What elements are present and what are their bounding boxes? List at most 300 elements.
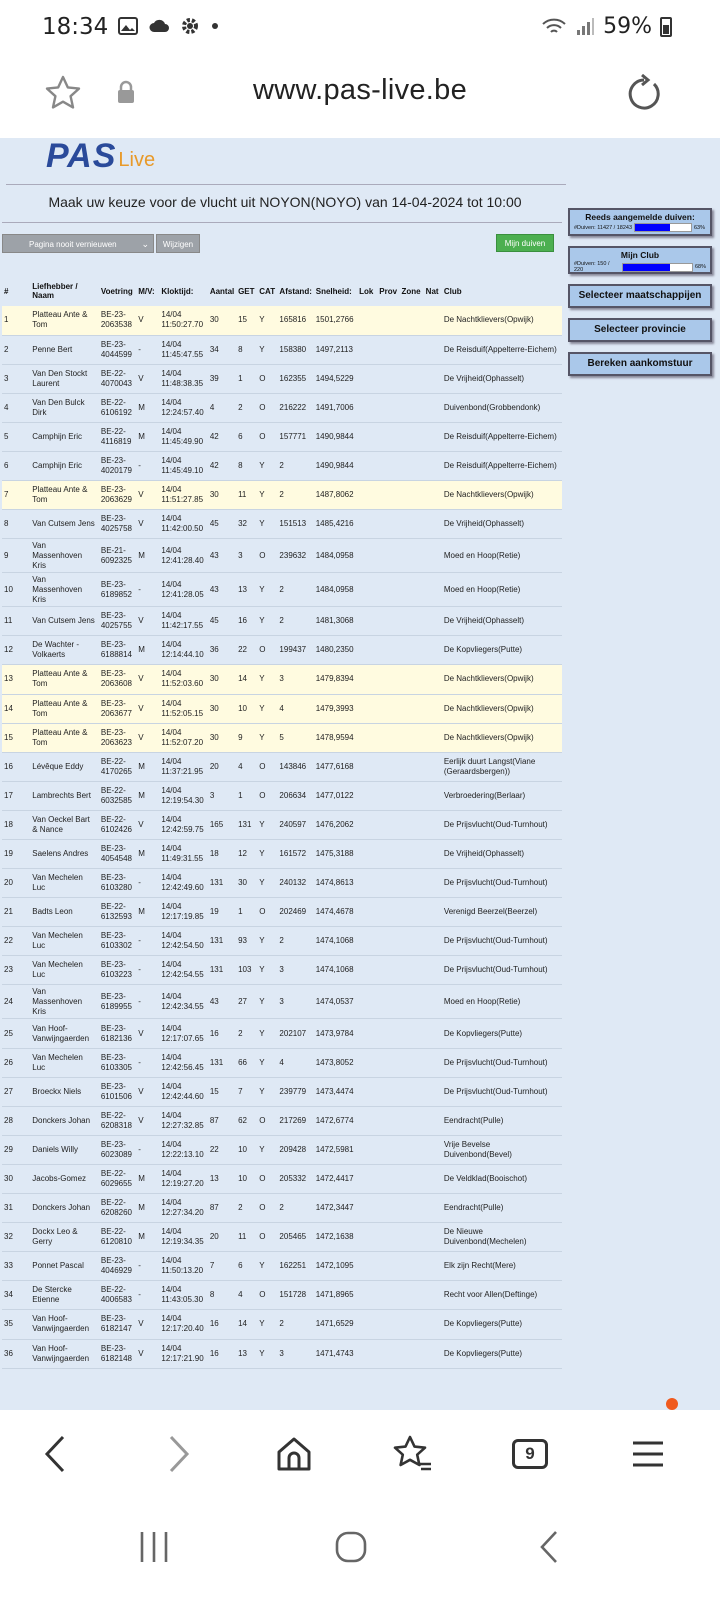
table-row[interactable] [2,956,562,985]
signal-icon [575,17,595,37]
cell-cat: Y [257,956,277,985]
cell-snel: 1472,5981 [314,1135,357,1164]
cell-get: 14 [236,665,257,694]
cell-club: De Reisduif(Appelterre-Eichem) [442,335,562,364]
cell-aantal: 8 [208,1281,236,1310]
table-row[interactable] [2,1194,562,1223]
table-row[interactable] [2,1077,562,1106]
cell-empty [377,1019,399,1048]
cell-naam: Platteau Ante & Tom [30,481,99,510]
cell-mv: M [136,422,159,451]
wijzigen-button[interactable]: Wijzigen [156,234,200,253]
cell-klok: 14/04 11:52:07.20 [159,723,207,752]
cell-snel: 1487,8062 [314,481,357,510]
table-row[interactable] [2,1281,562,1310]
cell-cat: Y [257,451,277,480]
cell-mv: - [136,335,159,364]
cell-get: 93 [236,927,257,956]
cell-mv: M [136,781,159,810]
cell-club: De Nachtklievers(Opwijk) [442,694,562,723]
table-row[interactable] [2,364,562,393]
table-row[interactable] [2,694,562,723]
column-header: Zone [401,286,421,296]
table-row[interactable] [2,1339,562,1368]
cell-ring: BE-23-2063608 [99,665,136,694]
tab-count: 9 [512,1439,548,1469]
table-row[interactable] [2,985,562,1019]
cell-empty [377,840,399,869]
cell-ring: BE-22-6106192 [99,393,136,422]
status-bar [0,0,720,56]
cell-empty [424,539,442,573]
cell-aantal: 45 [208,510,236,539]
cell-mv: - [136,451,159,480]
cell-naam: Camphijn Eric [30,422,99,451]
cell-ring: BE-23-6182147 [99,1310,136,1339]
cell-empty [357,306,377,335]
home-button[interactable] [272,1432,316,1476]
recent-apps-icon[interactable] [138,1530,170,1564]
cell-aantal: 131 [208,1048,236,1077]
table-row[interactable] [2,1252,562,1281]
cell-cat: O [257,1281,277,1310]
tabs-button[interactable] [508,1432,552,1476]
table-row[interactable] [2,335,562,364]
table-row[interactable] [2,451,562,480]
table-row[interactable] [2,1048,562,1077]
cell-aantal: 87 [208,1106,236,1135]
cell-aantal: 131 [208,956,236,985]
cell-ring: BE-23-6188814 [99,636,136,665]
cell-empty [424,1048,442,1077]
cell-get: 6 [236,422,257,451]
selecteer-provincie-button[interactable]: Selecteer provincie [568,318,712,342]
cell-empty [399,607,423,636]
bereken-aankomstuur-button[interactable]: Bereken aankomstuur [568,352,712,376]
home-circle-icon[interactable] [334,1530,368,1564]
cell-mv: V [136,510,159,539]
cell-get: 14 [236,1310,257,1339]
cell-empty [399,723,423,752]
system-back-icon[interactable] [538,1530,560,1564]
cell-n: 28 [2,1106,30,1135]
cell-get: 27 [236,985,257,1019]
cell-empty [357,422,377,451]
cell-aantal: 19 [208,898,236,927]
cell-empty [357,694,377,723]
menu-button[interactable] [626,1432,670,1476]
cell-empty [399,1339,423,1368]
cell-empty [357,510,377,539]
cell-n: 6 [2,451,30,480]
cell-afstand: 239779 [277,1077,313,1106]
mijn-club-box [568,246,712,274]
cell-club: De Prijsvlucht(Oud-Turnhout) [442,810,562,839]
cell-empty [357,1339,377,1368]
cell-n: 9 [2,539,30,573]
table-row[interactable] [2,539,562,573]
table-row[interactable] [2,1019,562,1048]
cell-empty [357,723,377,752]
cell-naam: Saelens Andres [30,840,99,869]
cell-ring: BE-22-6029655 [99,1164,136,1193]
cell-aantal: 20 [208,752,236,781]
cell-klok: 14/04 12:17:21.90 [159,1339,207,1368]
cell-afstand: 143846 [277,752,313,781]
cell-cat: Y [257,1252,277,1281]
aangemelde-count: #Duiven: 11427 / 18243 [574,224,632,231]
cell-cat: Y [257,1310,277,1339]
bookmarks-button[interactable] [390,1432,434,1476]
club-progress [622,263,693,272]
cell-empty [399,665,423,694]
cell-afstand: 161572 [277,840,313,869]
refresh-select[interactable] [2,234,154,253]
cell-empty [399,1310,423,1339]
cell-afstand: 2 [277,927,313,956]
table-row[interactable] [2,1310,562,1339]
cell-empty [377,1194,399,1223]
cell-empty [424,1194,442,1223]
cell-afstand: 2 [277,481,313,510]
column-header: CAT [259,286,276,296]
cell-get: 13 [236,1339,257,1368]
cell-mv: V [136,723,159,752]
cell-snel: 1473,8052 [314,1048,357,1077]
cell-get: 16 [236,607,257,636]
cell-naam: Van Den Stockt Laurent [30,364,99,393]
cell-naam: Van Hoof-Vanwijngaerden [30,1310,99,1339]
cell-get: 1 [236,898,257,927]
battery-percent: 59% [603,14,652,39]
cell-cat: Y [257,607,277,636]
cell-mv: V [136,810,159,839]
cell-mv: M [136,1194,159,1223]
cell-aantal: 16 [208,1019,236,1048]
cell-ring: BE-23-4020179 [99,451,136,480]
reload-icon[interactable] [624,74,664,114]
cell-klok: 14/04 11:42:00.50 [159,510,207,539]
cell-empty [357,393,377,422]
cell-get: 9 [236,723,257,752]
hamburger-menu-icon [631,1439,665,1469]
cell-empty [399,898,423,927]
cell-n: 17 [2,781,30,810]
table-row[interactable] [2,869,562,898]
cell-empty [377,1252,399,1281]
cell-empty [357,1019,377,1048]
notification-badge [666,1398,678,1410]
cell-snel: 1472,1095 [314,1252,357,1281]
cell-empty [399,1135,423,1164]
cell-empty [424,306,442,335]
cell-mv: M [136,393,159,422]
cell-klok: 14/04 12:27:32.85 [159,1106,207,1135]
cell-empty [357,1048,377,1077]
cell-klok: 14/04 12:42:54.55 [159,956,207,985]
cell-aantal: 4 [208,393,236,422]
cell-empty [357,1194,377,1223]
results-table [2,276,562,1369]
cell-empty [424,665,442,694]
table-row[interactable] [2,1164,562,1193]
table-row[interactable] [2,898,562,927]
cell-n: 20 [2,869,30,898]
cell-afstand: 240597 [277,810,313,839]
table-row[interactable] [2,781,562,810]
cell-afstand: 239632 [277,539,313,573]
cell-n: 18 [2,810,30,839]
cell-empty [424,1019,442,1048]
cell-klok: 14/04 11:48:38.35 [159,364,207,393]
cell-n: 2 [2,335,30,364]
cell-ring: BE-23-2063677 [99,694,136,723]
cell-empty [357,1106,377,1135]
column-header: GET [238,286,255,296]
cell-cat: O [257,1223,277,1252]
cell-mv: V [136,306,159,335]
cell-empty [424,481,442,510]
table-row[interactable] [2,723,562,752]
cell-empty [377,335,399,364]
cell-aantal: 16 [208,1339,236,1368]
cell-empty [424,1077,442,1106]
cell-afstand: 5 [277,723,313,752]
cell-club: Duivenbond(Grobbendonk) [442,393,562,422]
cell-mv: M [136,840,159,869]
cell-klok: 14/04 11:49:31.55 [159,840,207,869]
cell-snel: 1490,9844 [314,451,357,480]
table-row[interactable] [2,306,562,335]
cell-empty [377,422,399,451]
cell-empty [357,1164,377,1193]
cell-snel: 1479,3993 [314,694,357,723]
cell-cat: Y [257,927,277,956]
cell-ring: BE-23-6189852 [99,573,136,607]
cell-get: 1 [236,781,257,810]
cell-empty [377,1164,399,1193]
cell-empty [357,451,377,480]
table-row[interactable] [2,393,562,422]
cell-empty [357,665,377,694]
cell-empty [377,573,399,607]
table-row[interactable] [2,422,562,451]
cell-empty [399,1164,423,1193]
column-header: Aantal [209,286,235,296]
cell-naam: Van Mechelen Luc [30,1048,99,1077]
aangemelde-duiven-box [568,208,712,236]
cell-empty [424,1135,442,1164]
cell-aantal: 42 [208,451,236,480]
cell-n: 5 [2,422,30,451]
column-header: Prov [379,286,398,296]
cell-aantal: 30 [208,665,236,694]
cell-afstand: 217269 [277,1106,313,1135]
url-text[interactable]: www.pas-live.be [252,74,468,106]
cell-n: 32 [2,1223,30,1252]
cell-naam: Donckers Johan [30,1106,99,1135]
column-header: Club [443,286,462,296]
cell-klok: 14/04 12:42:49.60 [159,869,207,898]
table-row[interactable] [2,1106,562,1135]
cell-snel: 1471,8965 [314,1281,357,1310]
cell-naam: Van Massenhoven Kris [30,985,99,1019]
cell-n: 26 [2,1048,30,1077]
club-percent: 68% [694,264,706,270]
cell-naam: Broeckx Niels [30,1077,99,1106]
back-button[interactable] [34,1432,78,1476]
cell-mv: M [136,1223,159,1252]
cell-empty [424,927,442,956]
cell-aantal: 22 [208,1135,236,1164]
cell-n: 16 [2,752,30,781]
cell-empty [377,1135,399,1164]
table-row[interactable] [2,607,562,636]
cell-club: De Vrijheid(Ophasselt) [442,510,562,539]
cell-klok: 14/04 11:37:21.95 [159,752,207,781]
cell-empty [399,927,423,956]
cell-ring: BE-22-6208260 [99,1194,136,1223]
cell-empty [424,510,442,539]
cell-n: 13 [2,665,30,694]
cell-empty [424,694,442,723]
table-row[interactable] [2,840,562,869]
cell-empty [357,481,377,510]
cell-naam: Van Massenhoven Kris [30,539,99,573]
cell-cat: Y [257,510,277,539]
cell-empty [357,335,377,364]
cell-empty [399,510,423,539]
cell-aantal: 30 [208,306,236,335]
cell-aantal: 43 [208,539,236,573]
chevron-left-icon [41,1434,71,1474]
status-time: 18:34 [42,14,109,40]
cell-naam: Penne Bert [30,335,99,364]
club-count: #Duiven: 150 / 220 [574,261,610,273]
cell-get: 1 [236,364,257,393]
table-row[interactable] [2,1223,562,1252]
cell-get: 3 [236,539,257,573]
cell-snel: 1477,6168 [314,752,357,781]
cell-ring: BE-23-4044599 [99,335,136,364]
cell-mv: V [136,1106,159,1135]
pas-live-logo[interactable] [46,138,155,176]
cell-empty [377,539,399,573]
table-row[interactable] [2,573,562,607]
mijn-duiven-button[interactable]: Mijn duiven [496,234,554,252]
selecteer-maatschappijen-button[interactable]: Selecteer maatschappijen [568,284,712,308]
cell-empty [377,481,399,510]
cell-naam: Van Mechelen Luc [30,927,99,956]
cell-ring: BE-23-6103223 [99,956,136,985]
cell-naam: De Wachter - Volkaerts [30,636,99,665]
cell-club: Vrije Bevelse Duivenbond(Bevel) [442,1135,562,1164]
aangemelde-progress-fill [635,224,670,231]
cell-snel: 1497,2113 [314,335,357,364]
cell-afstand: 162251 [277,1252,313,1281]
cell-n: 15 [2,723,30,752]
column-header: Nat [425,286,439,296]
cell-cat: O [257,636,277,665]
cell-empty [377,752,399,781]
cell-empty [424,1223,442,1252]
table-row[interactable] [2,665,562,694]
cell-mv: M [136,539,159,573]
cell-get: 4 [236,752,257,781]
cell-afstand: 216222 [277,393,313,422]
cell-n: 10 [2,573,30,607]
cell-snel: 1501,2766 [314,306,357,335]
cell-afstand: 151513 [277,510,313,539]
table-row[interactable] [2,481,562,510]
cell-ring: BE-23-2063629 [99,481,136,510]
cell-klok: 14/04 12:27:34.20 [159,1194,207,1223]
cell-aantal: 131 [208,869,236,898]
table-row[interactable] [2,810,562,839]
cell-afstand: 3 [277,1339,313,1368]
cell-snel: 1494,5229 [314,364,357,393]
cell-empty [357,1223,377,1252]
table-row[interactable] [2,510,562,539]
cell-klok: 14/04 12:19:34.35 [159,1223,207,1252]
cell-empty [377,694,399,723]
cell-afstand: 2 [277,607,313,636]
cell-ring: BE-23-6101506 [99,1077,136,1106]
cell-aantal: 165 [208,810,236,839]
table-row[interactable] [2,752,562,781]
aangemelde-row [570,222,710,233]
cell-club: Moed en Hoop(Retie) [442,985,562,1019]
club-title: Mijn Club [620,250,660,260]
cell-klok: 14/04 12:19:54.30 [159,781,207,810]
cell-empty [399,781,423,810]
cloud-icon [148,16,170,36]
cell-get: 32 [236,510,257,539]
cell-n: 27 [2,1077,30,1106]
cell-club: De Nachtklievers(Opwijk) [442,665,562,694]
cell-cat: Y [257,1048,277,1077]
cell-aantal: 45 [208,607,236,636]
cell-afstand: 2 [277,1194,313,1223]
table-row[interactable] [2,636,562,665]
cell-empty [399,956,423,985]
cell-empty [377,1281,399,1310]
cell-empty [399,1194,423,1223]
cell-afstand: 4 [277,694,313,723]
cell-cat: Y [257,573,277,607]
forward-button[interactable] [156,1432,200,1476]
cell-empty [357,636,377,665]
cell-empty [377,956,399,985]
table-row[interactable] [2,927,562,956]
cell-cat: O [257,364,277,393]
cell-empty [357,1281,377,1310]
cell-snel: 1479,8394 [314,665,357,694]
cell-mv: V [136,665,159,694]
cell-afstand: 3 [277,956,313,985]
cell-club: Recht voor Allen(Deftinge) [442,1281,562,1310]
cell-snel: 1474,8613 [314,869,357,898]
table-row[interactable] [2,1135,562,1164]
cell-empty [377,723,399,752]
cell-club: Verenigd Beerzel(Beerzel) [442,898,562,927]
cell-club: De Veldklad(Booischot) [442,1164,562,1193]
cell-cat: Y [257,723,277,752]
cell-aantal: 131 [208,927,236,956]
cell-ring: BE-23-6023089 [99,1135,136,1164]
cell-cat: Y [257,810,277,839]
cell-cat: O [257,1164,277,1193]
